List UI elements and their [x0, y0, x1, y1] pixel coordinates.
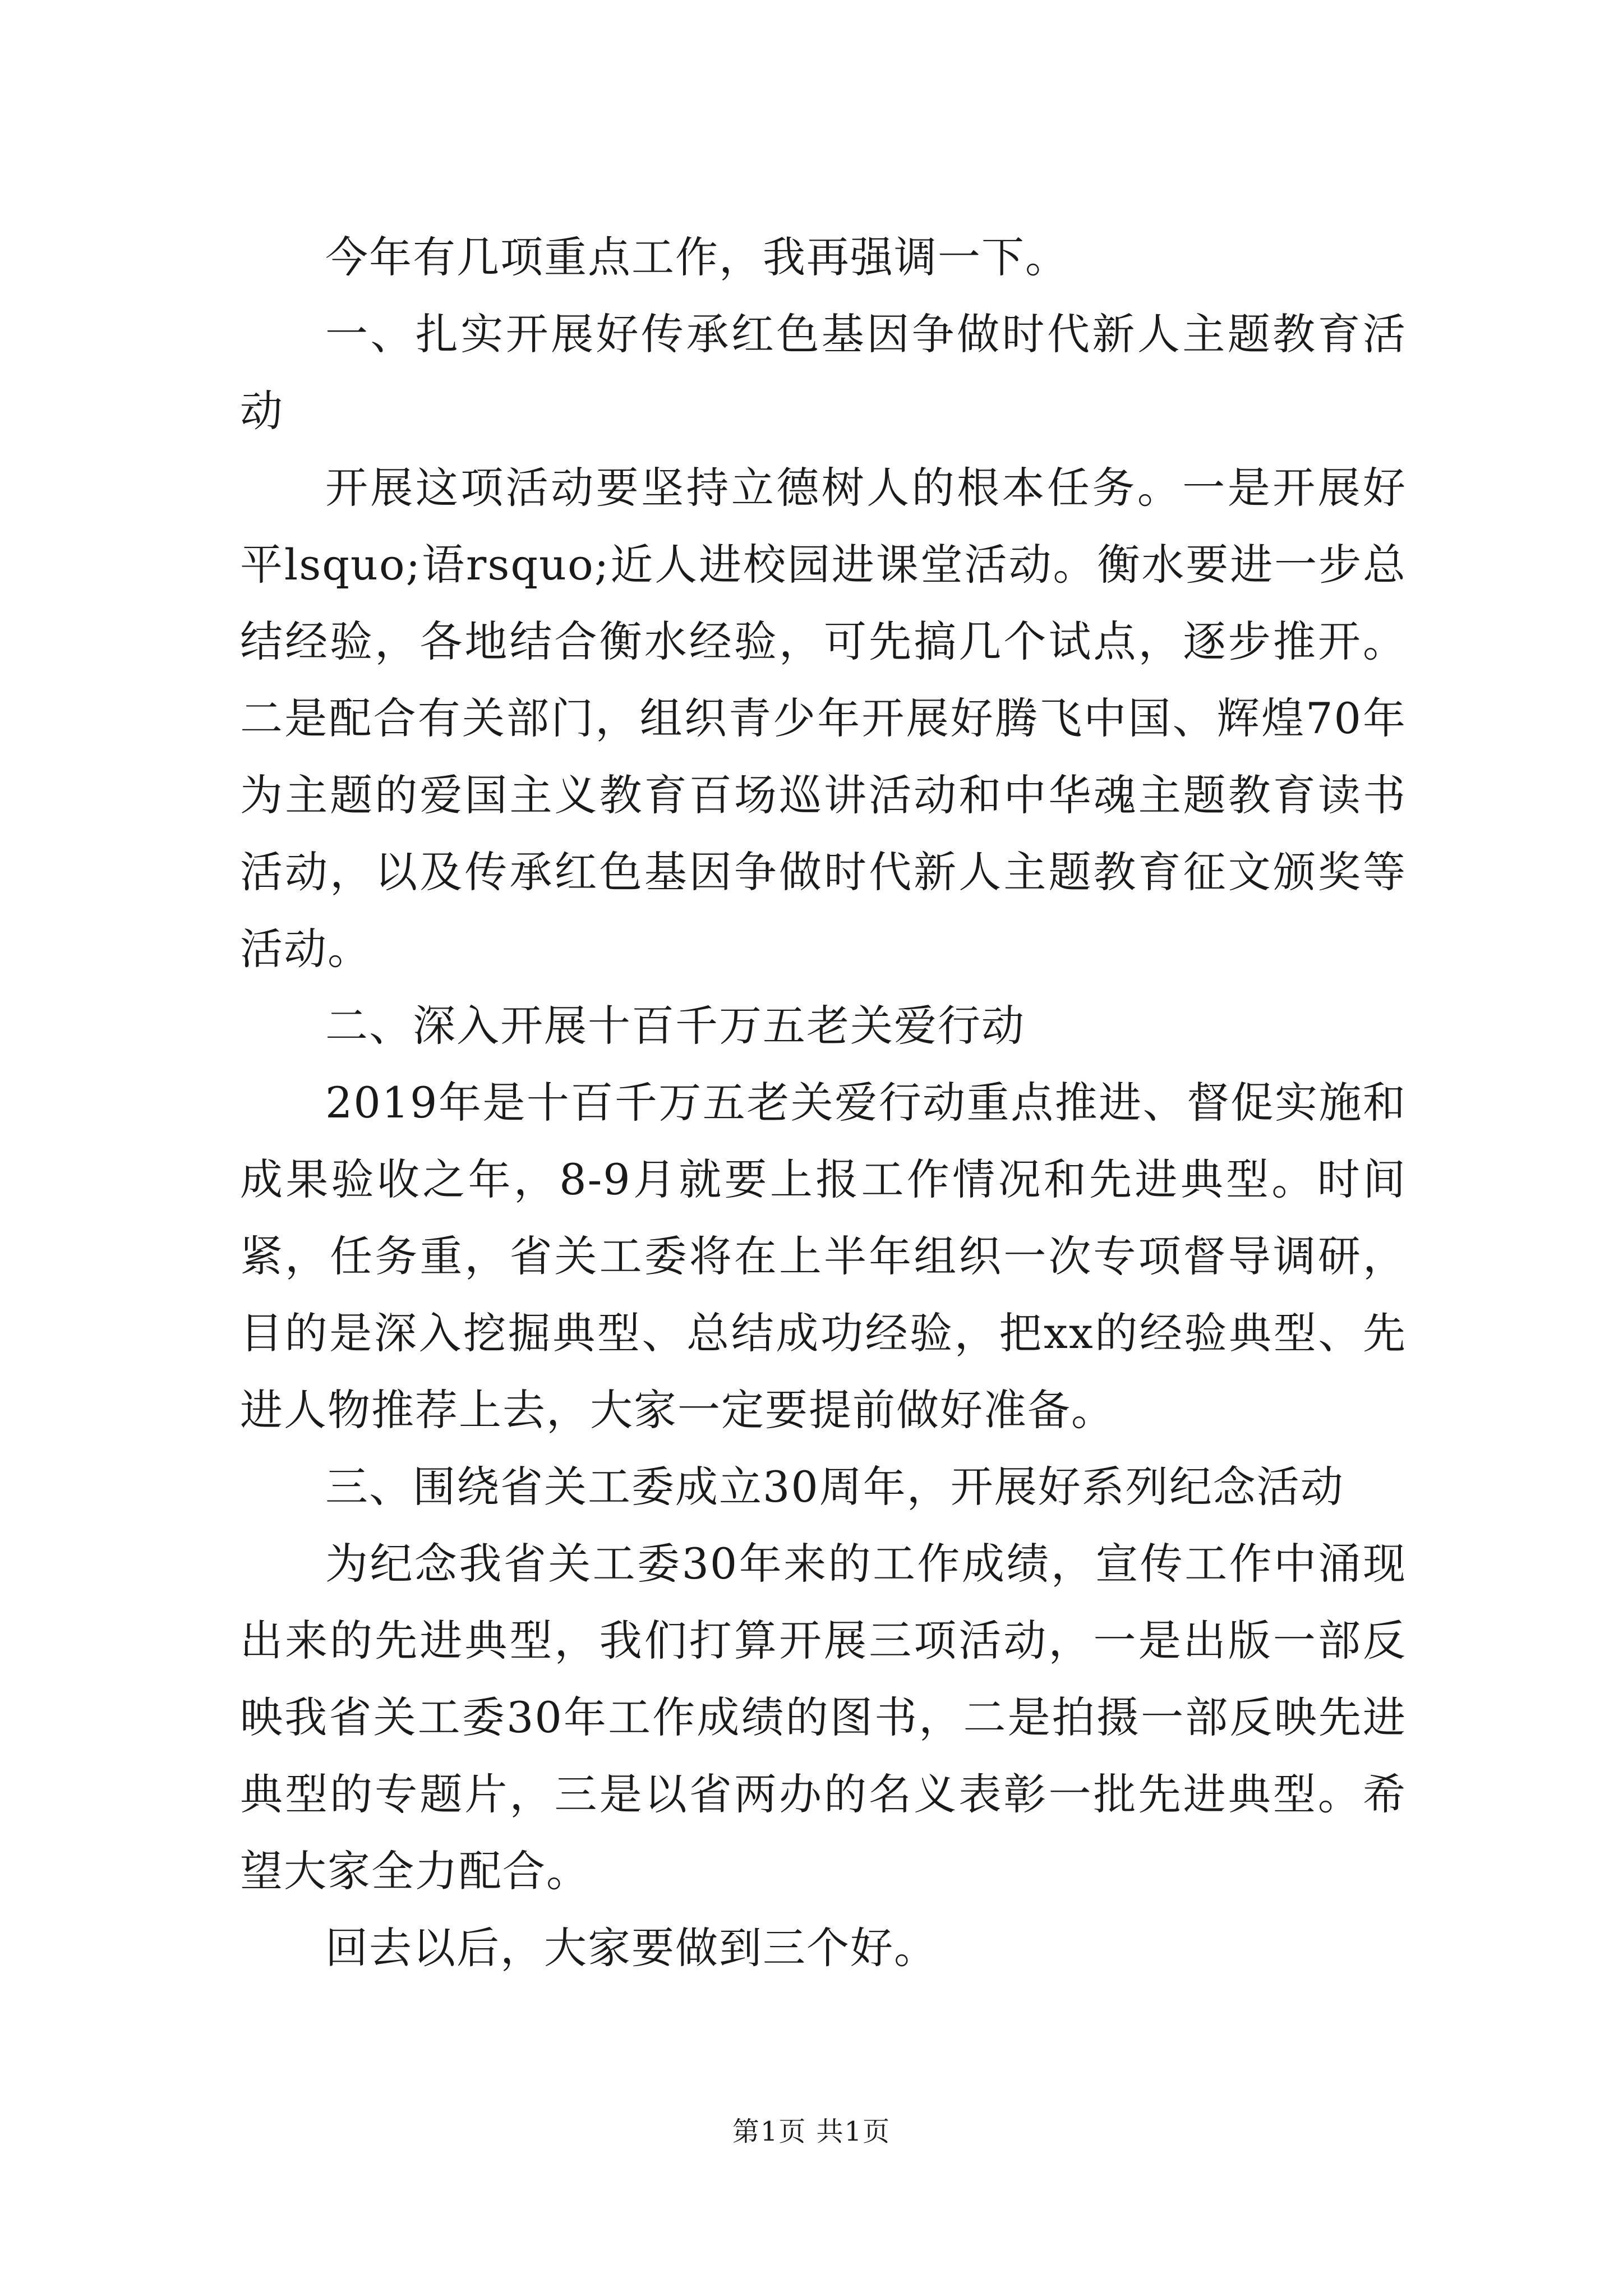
paragraph-closing: 回去以后，大家要做到三个好。 [325, 1923, 938, 1973]
page-footer: 第1页 共1页 [732, 2116, 891, 2147]
heading-section-3: 三、围绕省关工委成立30周年，开展好系列纪念活动 [325, 1462, 1344, 1512]
paragraph-intro: 今年有几项重点工作，我再强调一下。 [325, 232, 1069, 282]
paragraph-section-3: 为纪念我省关工委30年来的工作成绩，宣传工作中涌现出来的先进典型，我们打算开展三项活动，一是出版一部反映我省关工委30年工作成绩的图书，二是拍摄一部反映先进典型的专题片，三是以省两办的名义表彰一批先进典型。希望大家全力配合。 [240, 1539, 1407, 1896]
heading-section-2: 二、深入开展十百千万五老关爱行动 [325, 1001, 1025, 1051]
document-body [240, 219, 1407, 1986]
heading-section-1: 一、扎实开展好传承红色基因争做时代新人主题教育活动 [240, 309, 1407, 436]
paragraph-section-2: 2019年是十百千万五老关爱行动重点推进、督促实施和成果验收之年，8-9月就要上报工作情况和先进典型。时间紧，任务重，省关工委将在上半年组织一次专项督导调研，目的是深入挖掘典型、总结成功经验，把xx的经验典型、先进人物推荐上去，大家一定要提前做好准备。 [240, 1078, 1407, 1435]
paragraph-section-1: 开展这项活动要坚持立德树人的根本任务。一是开展好平lsquo;语rsquo;近人进校园进课堂活动。衡水要进一步总结经验，各地结合衡水经验，可先搞几个试点，逐步推开。二是配合有关部门，组织青少年开展好腾飞中国、辉煌70年为主题的爱国主义教育百场巡讲活动和中华魂主题教育读书活动，以及传承红色基因争做时代新人主题教育征文颁奖等活动。 [240, 463, 1407, 974]
